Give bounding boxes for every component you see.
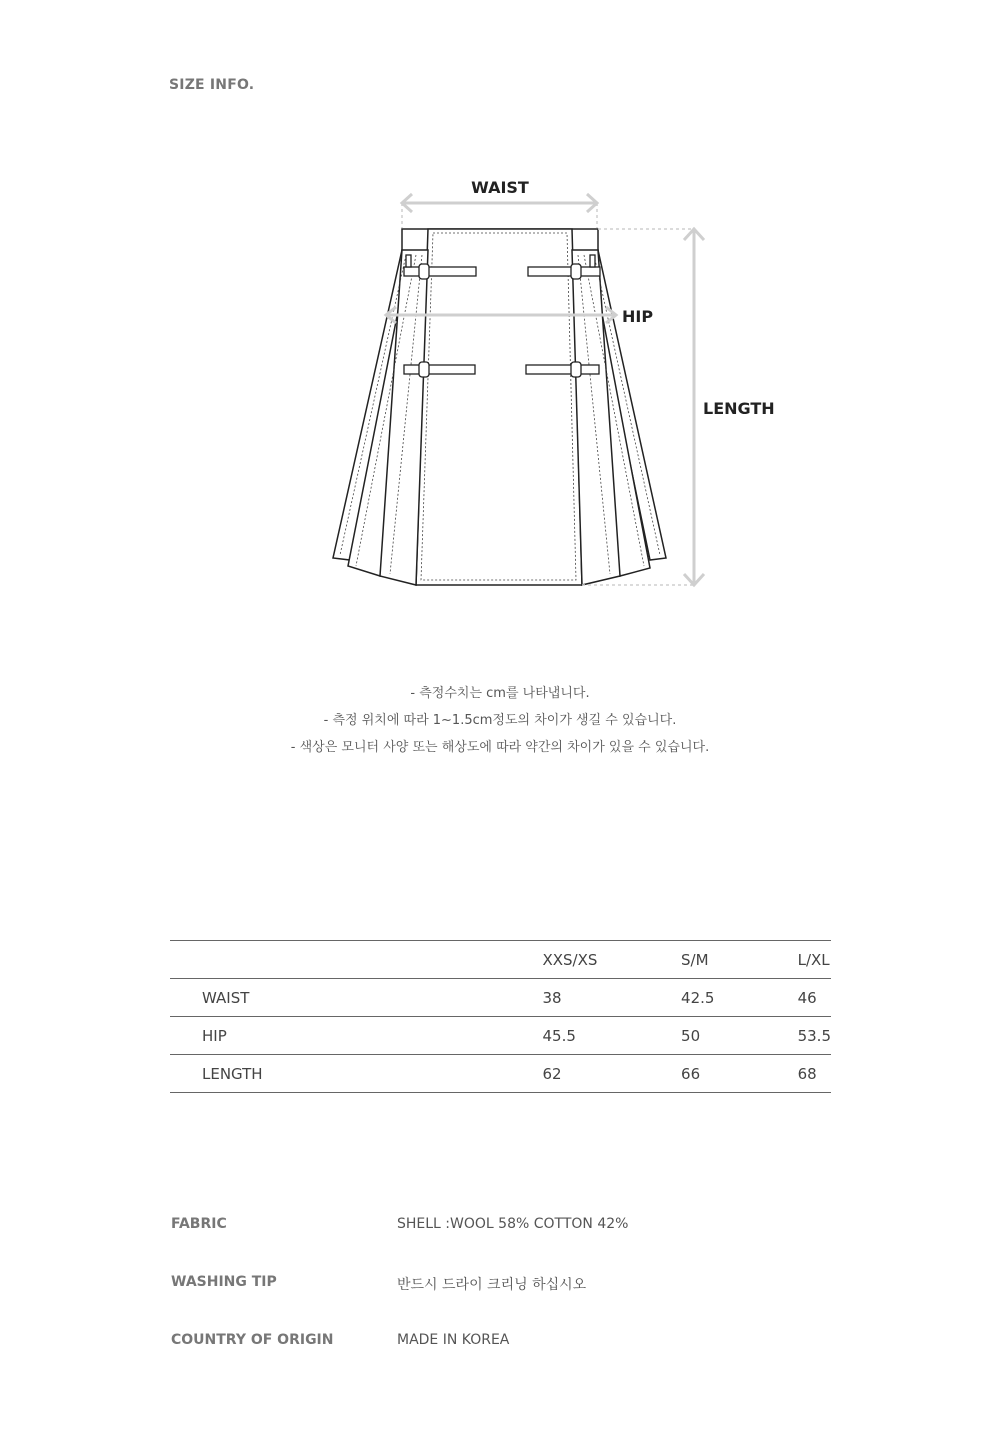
table-header-row <box>170 941 831 979</box>
table-cell: 38 <box>542 979 681 1017</box>
table-cell: 45.5 <box>542 1017 681 1055</box>
note-line: - 측정수치는 cm를 나타냅니다. <box>410 686 590 701</box>
header-cell <box>170 941 542 979</box>
row-label: HIP <box>170 1017 542 1055</box>
table-cell: 66 <box>681 1055 798 1093</box>
table-cell: 68 <box>798 1055 831 1093</box>
length-label: LENGTH <box>703 399 775 418</box>
hip-label: HIP <box>622 307 654 326</box>
table-cell: 42.5 <box>681 979 798 1017</box>
fabric-label: FABRIC <box>171 1216 227 1232</box>
table-cell: 62 <box>542 1055 681 1093</box>
row-label: WAIST <box>170 979 542 1017</box>
origin-label: COUNTRY OF ORIGIN <box>171 1332 334 1348</box>
table-cell: 50 <box>681 1017 798 1055</box>
skirt-outline <box>333 229 666 585</box>
waist-measure <box>402 178 597 228</box>
note-line: - 측정 위치에 따라 1~1.5cm정도의 차이가 생길 수 있습니다. <box>323 713 677 728</box>
table-row <box>170 1017 831 1055</box>
row-label: LENGTH <box>170 1055 542 1093</box>
header-cell: S/M <box>681 941 798 979</box>
table-cell: 46 <box>798 979 831 1017</box>
washing-tip-label: WASHING TIP <box>171 1274 277 1290</box>
fabric-value: SHELL :WOOL 58% COTTON 42% <box>397 1216 629 1232</box>
section-title: SIZE INFO. <box>169 77 255 93</box>
washing-tip-value: 반드시 드라이 크리닝 하십시오 <box>397 1277 587 1293</box>
measurement-notes <box>0 680 1000 761</box>
origin-value: MADE IN KOREA <box>397 1332 510 1348</box>
skirt-diagram <box>0 150 1000 610</box>
note-line: - 색상은 모니터 사양 또는 해상도에 따라 약간의 차이가 있을 수 있습니다. <box>290 740 710 755</box>
table-row <box>170 979 831 1017</box>
header-cell: L/XL <box>798 941 831 979</box>
table-cell: 53.5 <box>798 1017 831 1055</box>
header-cell: XXS/XS <box>542 941 681 979</box>
size-table <box>170 940 831 1093</box>
waist-label: WAIST <box>471 178 529 197</box>
table-row <box>170 1055 831 1093</box>
